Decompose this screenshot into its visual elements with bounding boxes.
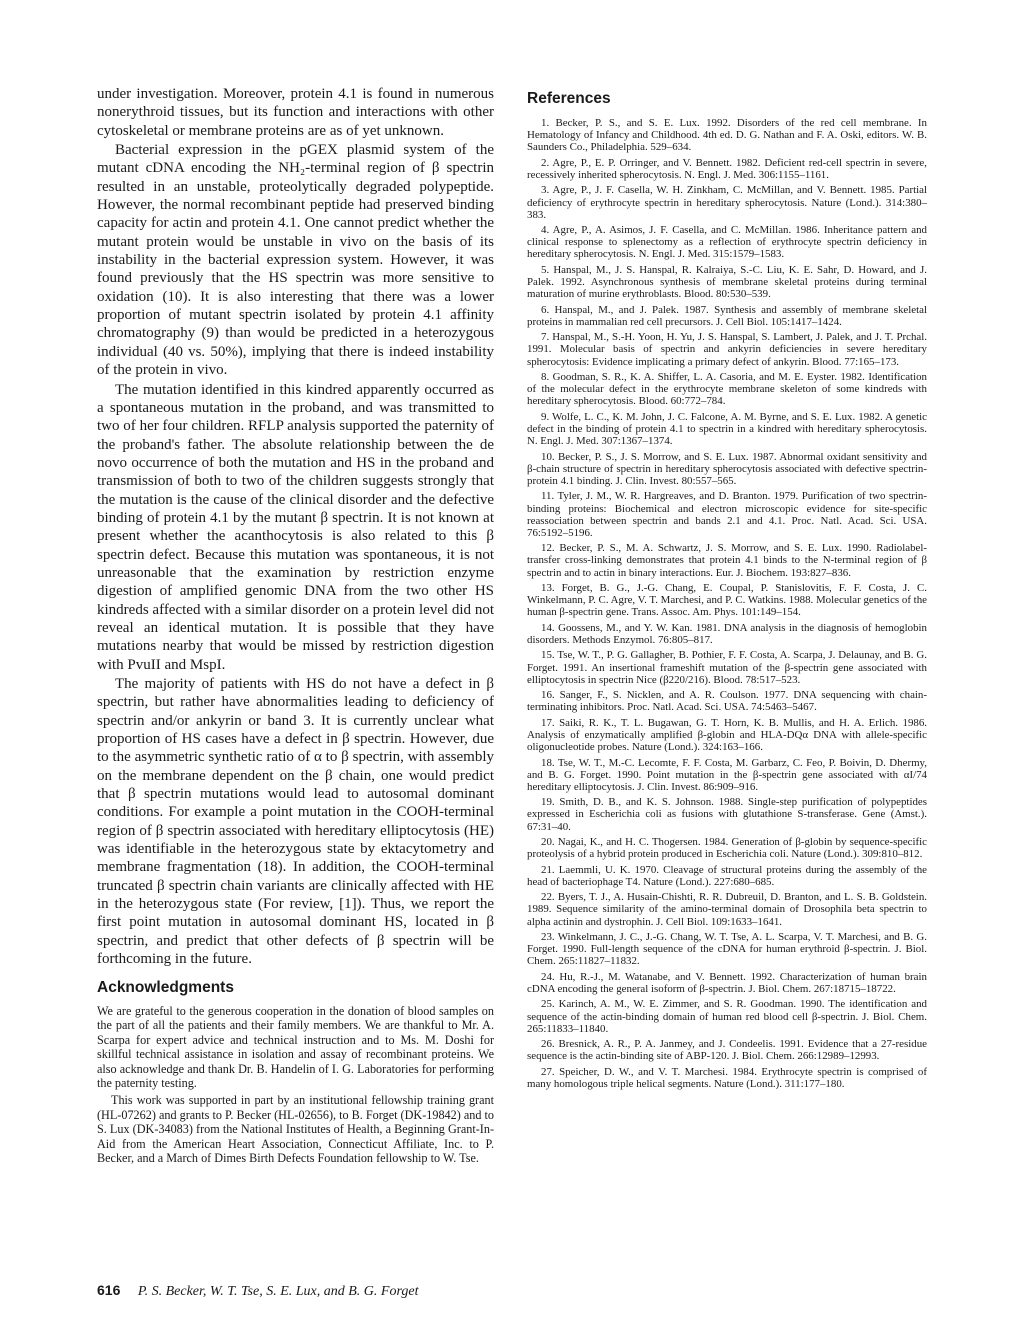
reference-item: 21. Laemmli, U. K. 1970. Cleavage of structural proteins during the assembly of the head of bacteriophage T4. Nature (Lond.). 227:680–685.	[527, 863, 927, 888]
page-number: 616	[97, 1282, 121, 1298]
reference-item: 1. Becker, P. S., and S. E. Lux. 1992. Disorders of the red cell membrane. In Hematology of Infancy and Childhood. 4th ed. D. G. Nathan and F. A. Oski, editors. W. B. Saunders Co., Philadelphia. 529–634.	[527, 117, 927, 154]
reference-item: 5. Hanspal, M., J. S. Hanspal, R. Kalraiya, S.-C. Liu, K. E. Sahr, D. Howard, and J. Palek. 1992. Asynchronous synthesis of membrane skeletal proteins during terminal maturation of murine erythroblasts. Blood. 80:530–539.	[527, 263, 927, 301]
reference-item: 24. Hu, R.-J., M. Watanabe, and V. Bennett. 1992. Characterization of human brain cDNA encoding the general isoform of β-spectrin. J. Biol. Chem. 267:18715–18722.	[527, 970, 927, 995]
reference-item: 10. Becker, P. S., J. S. Morrow, and S. E. Lux. 1987. Abnormal oxidant sensitivity and β-chain structure of spectrin in hereditary spherocytosis associated with defective spectrin-protein 4.1 binding. J. Clin. Invest. 80:557–565.	[527, 450, 927, 487]
reference-item: 11. Tyler, J. M., W. R. Hargreaves, and D. Branton. 1979. Purification of two spectrin-binding proteins: Biochemical and electron microscopic evidence for site-specific reassociation between spectrin and bands 2.1 and 4.1. Proc. Natl. Acad. Sci. USA. 76:5192–5196.	[527, 490, 927, 539]
reference-item: 20. Nagai, K., and H. C. Thogersen. 1984. Generation of β-globin by sequence-specific proteolysis of a hybrid protein produced in Escherichia coli. Nature (Lond.). 309:810–812.	[527, 836, 927, 861]
reference-item: 16. Sanger, F., S. Nicklen, and A. R. Coulson. 1977. DNA sequencing with chain-terminating inhibitors. Proc. Natl. Acad. Sci. USA. 74:5463–5467.	[527, 689, 927, 714]
acknowledgments-heading: Acknowledgments	[97, 978, 234, 996]
reference-item: 14. Goossens, M., and Y. W. Kan. 1981. DNA analysis in the diagnosis of hemoglobin disorders. Methods Enzymol. 76:805–817.	[527, 621, 927, 646]
left-column	[97, 85, 494, 1166]
acknowledgments-paragraph-1: We are grateful to the generous cooperation in the donation of blood samples on the part of all the patients and their family members. We are thankful to Mr. A. Scarpa for expert advice and technical instruction and to Ms. M. Doshi for skillful technical assistance in isolation and assay of recombinant proteins. We also acknowledge and thank Dr. B. Handelin of I. G. Laboratories for performing the paternity testing.	[97, 1003, 494, 1091]
references-list	[527, 117, 927, 1090]
reference-item: 25. Karinch, A. M., W. E. Zimmer, and S. R. Goodman. 1990. The identification and sequence of the actin-binding domain of human red blood cell β-spectrin. J. Biol. Chem. 265:11833–11840.	[527, 998, 927, 1035]
reference-item: 23. Winkelmann, J. C., J.-G. Chang, W. T. Tse, A. L. Scarpa, V. T. Marchesi, and B. G. Forget. 1990. Full-length sequence of the cDNA for human erythroid β-spectrin. J. Biol. Chem. 265:11827–11832.	[527, 931, 927, 968]
page-footer	[97, 1282, 419, 1300]
reference-item: 15. Tse, W. T., P. G. Gallagher, B. Pothier, F. F. Costa, A. Scarpa, J. Delaunay, and B. G. Forget. 1991. An insertional frameshift mutation of the β-spectrin gene associated with elliptocytosis in spectrin Nice (β220/216). Blood. 78:517–523.	[527, 649, 927, 686]
reference-item: 3. Agre, P., J. F. Casella, W. H. Zinkham, C. McMillan, and V. Bennett. 1985. Partial deficiency of erythrocyte spectrin in hereditary spherocytosis. Nature (Lond.). 314:380–383.	[527, 184, 927, 221]
reference-item: 8. Goodman, S. R., K. A. Shiffer, L. A. Casoria, and M. E. Eyster. 1982. Identification of the molecular defect in the erythrocyte membrane skeleton of some kindreds with hereditary spherocytosis. Blood. 60:772–784.	[527, 371, 927, 408]
reference-item: 7. Hanspal, M., S.-H. Yoon, H. Yu, J. S. Hanspal, S. Lambert, J. Palek, and J. T. Prchal. 1991. Molecular basis of spectrin and ankyrin deficiencies in severe hereditary spherocytosis: Evidence implicating a primary defect of ankyrin. Blood. 77:165–173.	[527, 331, 927, 368]
reference-item: 13. Forget, B. G., J.-G. Chang, E. Coupal, P. Stanislovitis, F. F. Costa, J. C. Winkelmann, P. C. Agre, V. T. Marchesi, and P. C. Watkins. 1988. Molecular genetics of the human β-spectrin gene. Trans. Assoc. Am. Phys. 101:149–154.	[527, 582, 927, 619]
right-column	[527, 85, 927, 1093]
reference-item: 18. Tse, W. T., M.-C. Lecomte, F. F. Costa, M. Garbarz, C. Feo, P. Boivin, D. Dhermy, and B. G. Forget. 1990. Point mutation in the β-spectrin gene associated with αI/74 hereditary elliptocytosis. J. Clin. Invest. 86:909–916.	[527, 756, 927, 793]
body-paragraph-4: The majority of patients with HS do not have a defect in β spectrin, but rather have abnormalities leading to deficiency of spectrin and/or ankyrin or band 3. It is currently unclear what proportion of HS cases have a defect in β spectrin. However, due to the asymmetric synthetic ratio of α to β spectrin, with assembly on the membrane dependent on the β chain, one would predict that β spectrin mutations would lead to autosomal dominant conditions. For example a point mutation in the COOH-terminal region of β spectrin associated with hereditary elliptocytosis (HE) was identifiable in the heterozygous state by ektacytometry and membrane fragmentation (18). In addition, the COOH-terminal truncated β spectrin chain variants are clinically affected with HE in the heterozygous state (For review, [1]). Thus, we report the first point mutation in autosomal dominant HS, located in β spectrin, and predict that other defects of β spectrin will be forthcoming in the future.	[97, 676, 494, 968]
reference-item: 12. Becker, P. S., M. A. Schwartz, J. S. Morrow, and S. E. Lux. 1990. Radiolabel-transfer cross-linking demonstrates that protein 4.1 binds to the N-terminal region of β spectrin and to actin in binary interactions. Eur. J. Biochem. 193:827–836.	[527, 542, 927, 579]
references-heading: References	[527, 90, 611, 107]
reference-item: 26. Bresnick, A. R., P. A. Janmey, and J. Condeelis. 1991. Evidence that a 27-residue sequence is the actin-binding site of ABP-120. J. Biol. Chem. 266:12989–12993.	[527, 1038, 927, 1063]
reference-item: 6. Hanspal, M., and J. Palek. 1987. Synthesis and assembly of membrane skeletal proteins in mammalian red cell precursors. J. Cell Biol. 105:1417–1424.	[527, 303, 927, 328]
reference-item: 17. Saiki, R. K., T. L. Bugawan, G. T. Horn, K. B. Mullis, and H. A. Erlich. 1986. Analysis of enzymatically amplified β-globin and HLA-DQα DNA with allele-specific oligonucleotide probes. Nature (Lond.). 324:163–166.	[527, 716, 927, 754]
reference-item: 27. Speicher, D. W., and V. T. Marchesi. 1984. Erythrocyte spectrin is comprised of many homologous triple helical segments. Nature (Lond.). 311:177–180.	[527, 1065, 927, 1090]
body-paragraph-1: under investigation. Moreover, protein 4.1 is found in numerous nonerythroid tissues, but its function and interactions with other cytoskeletal or membrane proteins are as of yet unknown.	[97, 86, 494, 139]
reference-item: 2. Agre, P., E. P. Orringer, and V. Bennett. 1982. Deficient red-cell spectrin in severe, recessively inherited spherocytosis. N. Engl. J. Med. 306:1155–1161.	[527, 156, 927, 181]
reference-item: 4. Agre, P., A. Asimos, J. F. Casella, and C. McMillan. 1986. Inheritance pattern and clinical response to splenectomy as a reflection of erythrocyte spectrin deficiency in hereditary spherocytosis. N. Engl. J. Med. 315:1579–1583.	[527, 224, 927, 261]
reference-item: 19. Smith, D. B., and K. S. Johnson. 1988. Single-step purification of polypeptides expressed in Escherichia coli as fusions with glutathione S-transferase. Gene (Amst.). 67:31–40.	[527, 796, 927, 833]
acknowledgments-paragraph-2: This work was supported in part by an institutional fellowship training grant (HL-07262) and grants to P. Becker (HL-02656), to B. Forget (DK-19842) and to S. Lux (DK-34083) from the National Institutes of Health, a Beginning Grant-In-Aid from the American Heart Association, Connecticut Affiliate, Inc. to P. Becker, and a March of Dimes Birth Defects Foundation fellowship to W. Tse.	[97, 1093, 494, 1166]
body-paragraph-3: The mutation identified in this kindred apparently occurred as a spontaneous mutation in the proband, and was transmitted to two of her four children. RFLP analysis supported the paternity of the proband's father. The absolute relationship between the de novo occurrence of both the mutation and HS in the proband and transmission of both to two of the children suggests strongly that the mutation is the cause of the clinical disorder and the defective binding of protein 4.1 by the mutant β spectrin. It is not known at present whether the acanthocytosis is also related to this β spectrin defect. Because this mutation was spontaneous, it is not unreasonable that the examination by restriction enzyme digestion of amplified genomic DNA from the two other HS kindreds affected with a similar disorder on a protein level did not reveal an identical mutation. It is possible that they have mutations nearby that would be missed by restriction digestion with PvuII and MspI.	[97, 381, 494, 673]
body-paragraph-2: Bacterial expression in the pGEX plasmid system of the mutant cDNA encoding the NH₂-terminal region of β spectrin resulted in an unstable, proteolytically degraded polypeptide. However, the normal recombinant peptide had preserved binding capacity for actin and protein 4.1. One cannot predict whether the mutant protein would be unstable in vivo on the basis of its instability in the bacterial expression system. However, it was found previously that the HS spectrin was more sensitive to oxidation (10). It is also interesting that there was a lower proportion of mutant spectrin isolated by protein 4.1 affinity chromatography (9) than would be predicted in a heterozygous individual (40 vs. 50%), implying that there is indeed instability of the protein in vivo.	[97, 142, 494, 379]
reference-item: 22. Byers, T. J., A. Husain-Chishti, R. R. Dubreuil, D. Branton, and L. S. B. Goldstein. 1989. Sequence similarity of the amino-terminal domain of Drosophila beta spectrin to alpha actinin and dystrophin. J. Cell Biol. 109:1633–1641.	[527, 891, 927, 928]
footer-authors: P. S. Becker, W. T. Tse, S. E. Lux, and B. G. Forget	[137, 1284, 419, 1299]
reference-item: 9. Wolfe, L. C., K. M. John, J. C. Falcone, A. M. Byrne, and S. E. Lux. 1982. A genetic defect in the binding of protein 4.1 to spectrin in a kindred with hereditary spherocytosis. N. Engl. J. Med. 307:1367–1374.	[527, 410, 927, 448]
